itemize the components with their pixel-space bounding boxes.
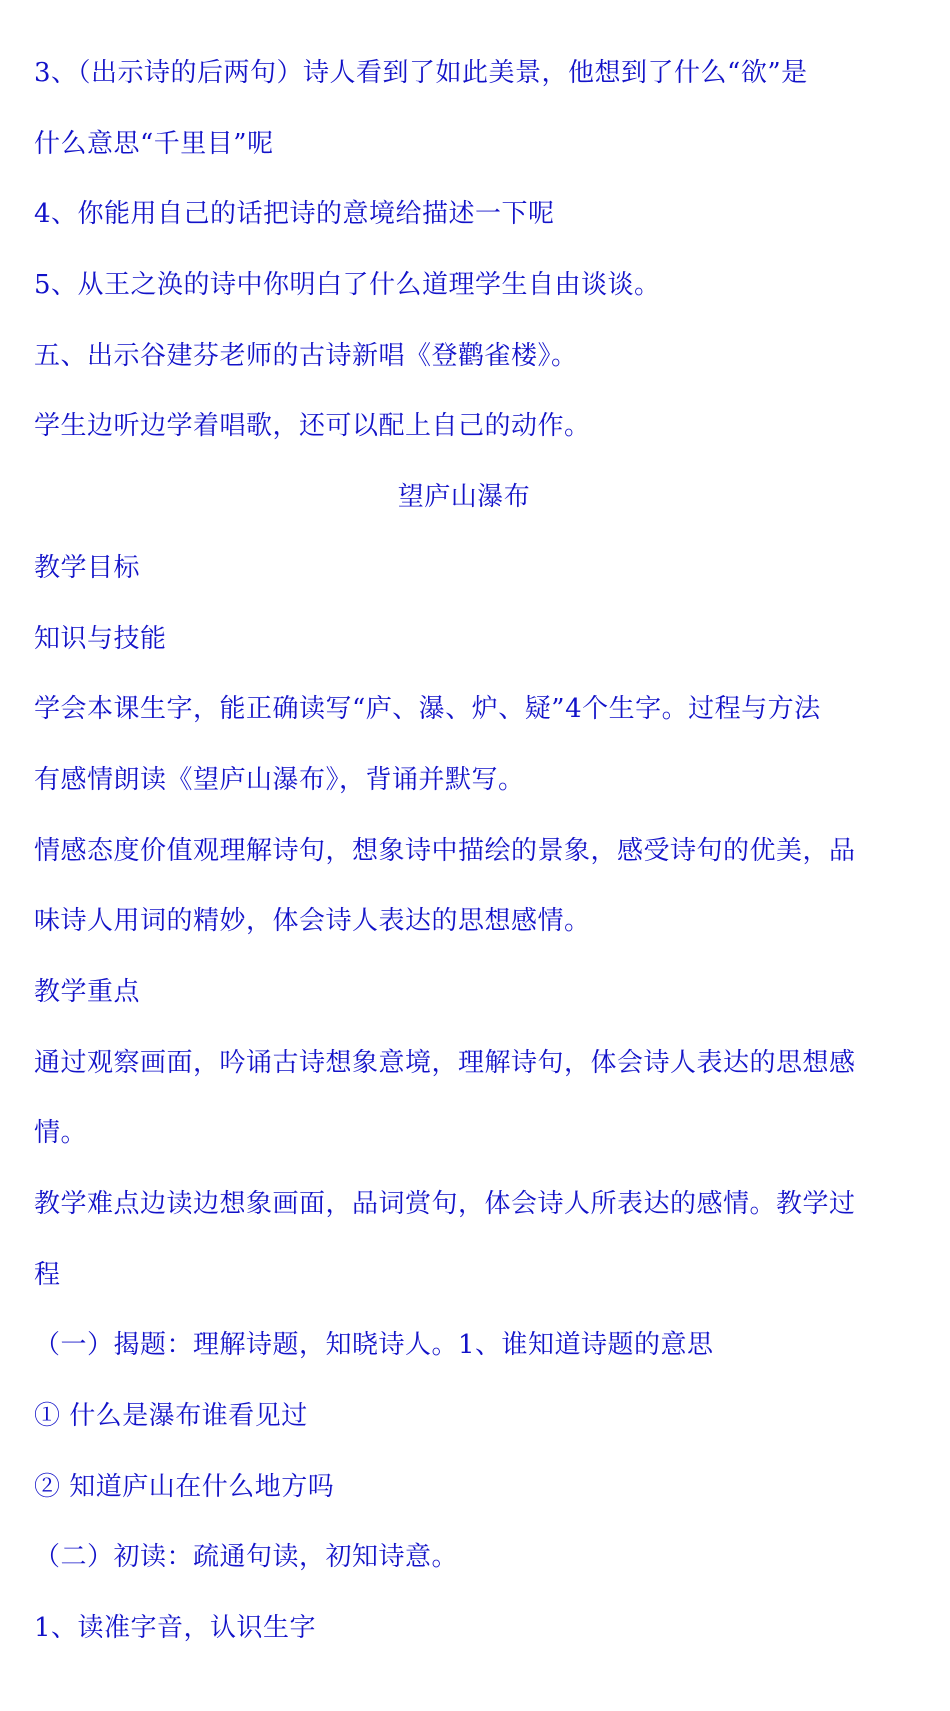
paragraph-line: （二）初读：疏通句读，初知诗意。 (34, 1542, 459, 1573)
paragraph-line: 什么意思“千里目”呢 (34, 128, 274, 159)
paragraph-line: 教学难点边读边想象画面，品词赏句，体会诗人所表达的感情。教学过 (34, 1189, 856, 1219)
heading-teaching-focus: 教学重点 (34, 976, 141, 1007)
paragraph-line: 情感态度价值观理解诗句，想象诗中描绘的景象，感受诗句的优美，品 (34, 835, 856, 866)
paragraph-line: 通过观察画面，吟诵古诗想象意境，理解诗句，体会诗人表达的思想感 (34, 1047, 856, 1078)
paragraph-line: 有感情朗读《望庐山瀑布》，背诵并默写。 (34, 764, 525, 795)
paragraph-line: 4、你能用自己的话把诗的意境给描述一下呢 (34, 199, 555, 230)
paragraph-line: 3、（出示诗的后两句）诗人看到了如此美景，他想到了什么“欲”是 (34, 58, 808, 88)
subheading-knowledge-skills: 知识与技能 (34, 623, 167, 654)
paragraph-line: 5、从王之涣的诗中你明白了什么道理学生自由谈谈。 (34, 270, 661, 301)
paragraph-line: 程 (34, 1259, 61, 1290)
list-item: ② 知道庐山在什么地方吗 (34, 1471, 335, 1502)
paragraph-line: 情。 (34, 1118, 88, 1149)
paragraph-line: 1、读准字音，认识生字 (34, 1613, 317, 1644)
paragraph-line: 味诗人用词的精妙，体会诗人表达的思想感情。 (34, 906, 591, 937)
paragraph-line: 学生边听边学着唱歌，还可以配上自己的动作。 (34, 411, 591, 442)
paragraph-line: 五、出示谷建芬老师的古诗新唱《登鹳雀楼》。 (34, 340, 578, 371)
heading-teaching-goals: 教学目标 (34, 552, 141, 583)
list-item: ① 什么是瀑布谁看见过 (34, 1401, 308, 1432)
document-body (34, 38, 914, 1664)
section-title: 望庐山瀑布 (397, 482, 531, 513)
paragraph-line: （一）揭题：理解诗题，知晓诗人。1、谁知道诗题的意思 (34, 1330, 714, 1361)
paragraph-line: 学会本课生字，能正确读写“庐、瀑、炉、疑”4个生字。过程与方法 (34, 694, 821, 725)
